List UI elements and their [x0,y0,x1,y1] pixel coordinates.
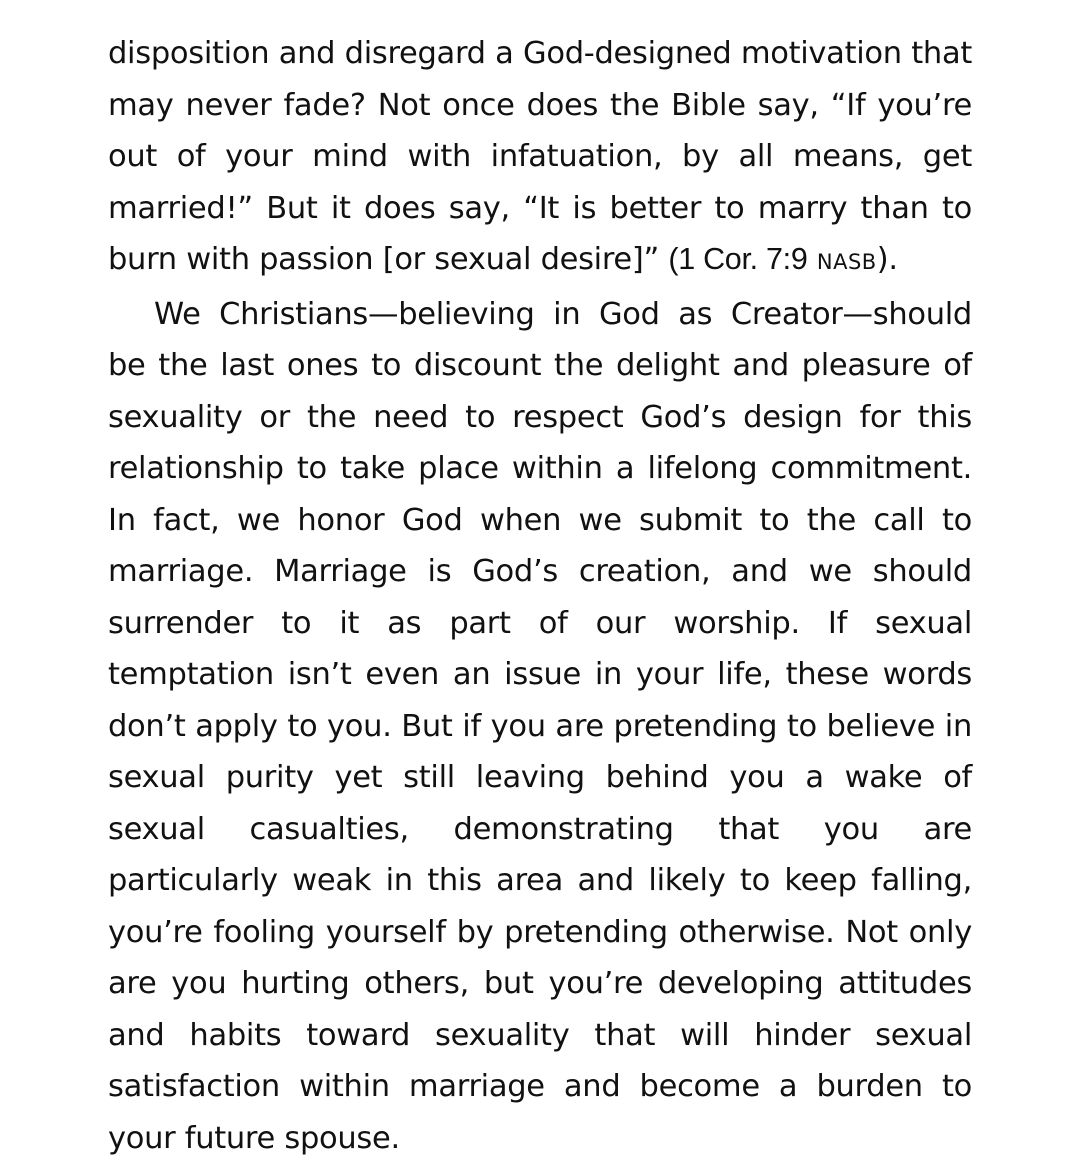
paragraph-1-closing: ). [877,242,898,277]
paragraph-1-text: disposition and disregard a God-designed motivation that may never fade? Not once does the Bible say, “If you’re out of your mind with infatuation, by all means, get married!” But it does say, “It is better to marry than to burn with passion [or sexual desire]” [108,36,972,277]
page-text [108,28,972,1164]
bible-version: NASB [817,250,877,274]
paragraph-1 [108,28,972,289]
paragraph-2: We Christians—believing in God as Creator—should be the last ones to discount the delight and pleasure of sexuality or the need to respect God’s design for this relationship to take place within a lifelong commitment. In fact, we honor God when we submit to the call to marriage. Marriage is God’s creation, and we should surrender to it as part of our worship. If sexual temptation isn’t even an issue in your life, these words don’t apply to you. But if you are pretending to believe in sexual purity yet still leaving behind you a wake of sexual casualties, demonstrating that you are particularly weak in this area and likely to keep falling, you’re fooling yourself by pretending otherwise. Not only are you hurting others, but you’re developing attitudes and habits toward sexuality that will hinder sexual satisfaction within marriage and become a burden to your future spouse. [108,289,972,1164]
scripture-reference: (1 Cor. 7:9 [668,242,807,276]
